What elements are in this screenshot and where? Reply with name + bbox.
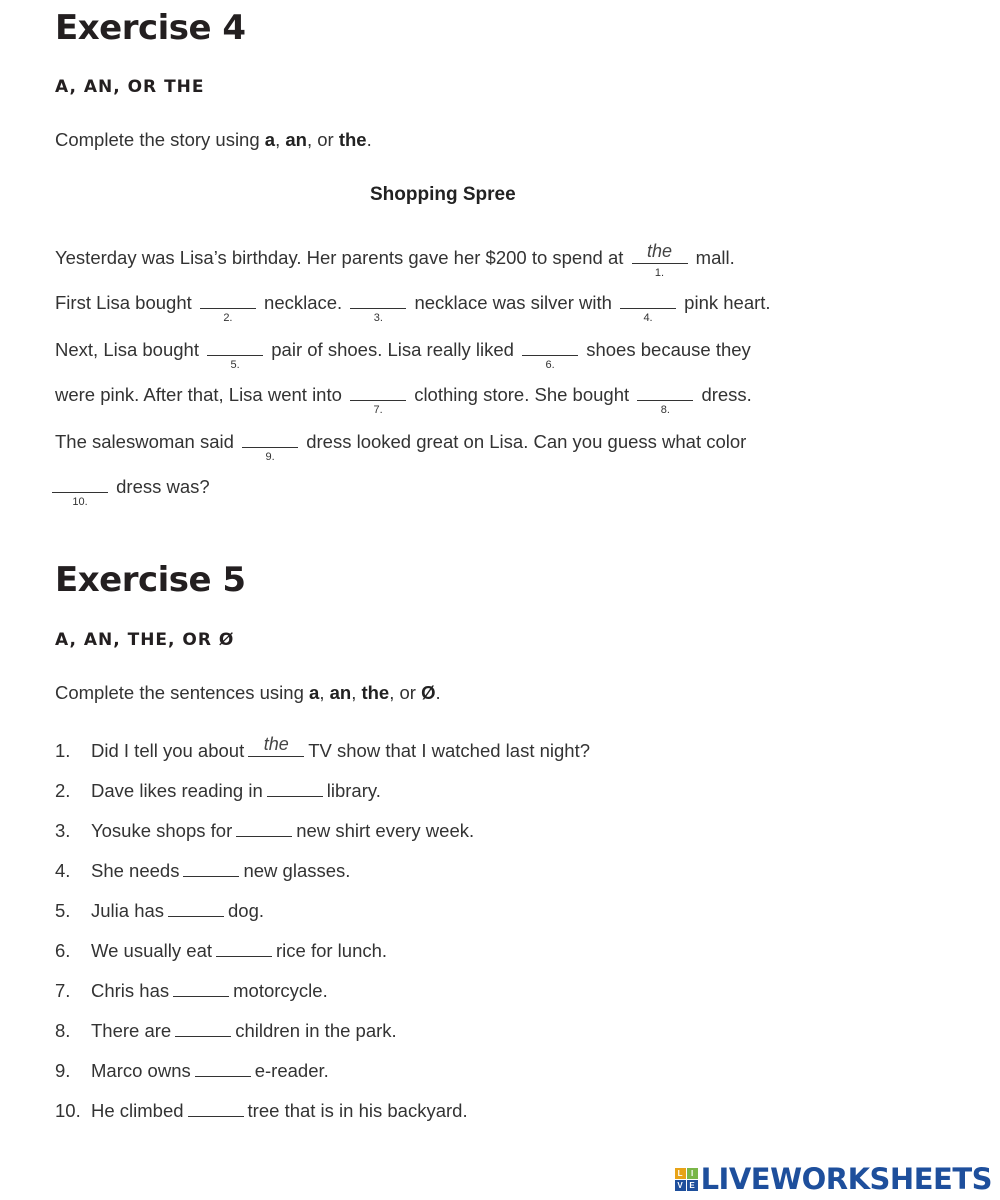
sentence-blank[interactable] (236, 818, 292, 837)
story-title: Shopping Spree (370, 184, 516, 205)
blank-9[interactable] (242, 427, 298, 463)
blank-3[interactable] (350, 288, 406, 324)
exercise-4-subtitle: A, AN, OR THE (55, 77, 205, 97)
exercise-5-instructions: Complete the sentences using a, an, the, or Ø. (55, 682, 441, 703)
sentence-item: 10. He climbed tree that is in his backyard. (55, 1100, 468, 1121)
exercise-4-title: Exercise 4 (55, 8, 246, 48)
exercise-4-instructions: Complete the story using a, an, or the. (55, 129, 372, 150)
blank-7[interactable] (350, 380, 406, 416)
blank-number: 8. (660, 404, 670, 416)
blank-4[interactable] (620, 288, 676, 324)
blank-2[interactable] (200, 288, 256, 324)
blank-number: 5. (230, 359, 240, 371)
sentence-item: 8. There are children in the park. (55, 1020, 397, 1041)
sentence-item: 3. Yosuke shops for new shirt every week. (55, 820, 475, 841)
blank-number: 10. (72, 496, 88, 508)
sentence-blank[interactable] (188, 1098, 244, 1117)
story-line-3: Next, Lisa bought 5. pair of shoes. Lisa really liked 6. shoes because they (55, 335, 751, 361)
sentence-blank[interactable] (168, 898, 224, 917)
story-line-5: The saleswoman said 9. dress looked great on Lisa. Can you guess what color (55, 427, 746, 453)
sentence-blank[interactable] (248, 734, 304, 757)
sentence-item: 9. Marco owns e-reader. (55, 1060, 329, 1081)
sentence-item: 2. Dave likes reading in library. (55, 780, 381, 801)
blank-1[interactable] (632, 241, 688, 279)
sentence-item: 5. Julia has dog. (55, 900, 265, 921)
story-line-1: Yesterday was Lisa’s birthday. Her parents gave her $200 to spend at the 1. mall. (55, 241, 735, 279)
sentence-blank[interactable] (175, 1018, 231, 1037)
blank-number: 7. (373, 404, 383, 416)
blank-number: 4. (643, 312, 653, 324)
sentence-item: 1. Did I tell you about the TV show that I watched last night? (55, 734, 590, 761)
blank-5[interactable] (207, 335, 263, 371)
exercise-5-subtitle: A, AN, THE, OR Ø (55, 630, 235, 650)
blank-6[interactable] (522, 335, 578, 371)
sentence-blank[interactable] (173, 978, 229, 997)
sentence-blank[interactable] (195, 1058, 251, 1077)
sentence-item: 7. Chris has motorcycle. (55, 980, 328, 1001)
logo-mark-icon: L I V E (675, 1168, 698, 1191)
logo-text: LIVEWORKSHEETS (700, 1162, 992, 1196)
exercise-5-title: Exercise 5 (55, 560, 246, 600)
liveworksheets-logo (675, 1162, 992, 1196)
blank-10[interactable] (52, 472, 108, 508)
sentence-blank[interactable] (267, 778, 323, 797)
blank-number: 9. (265, 451, 275, 463)
blank-number: 1. (654, 267, 665, 279)
sentence-blank[interactable] (183, 858, 239, 877)
story-line-4: were pink. After that, Lisa went into 7. clothing store. She bought 8. dress. (55, 380, 752, 406)
story-line-6: 10. dress was? (52, 472, 210, 498)
sentence-item: 6. We usually eat rice for lunch. (55, 940, 388, 961)
blank-number: 2. (223, 312, 233, 324)
answer-1: the (647, 241, 673, 261)
sentence-item: 4. She needs new glasses. (55, 860, 351, 881)
sentence-blank[interactable] (216, 938, 272, 957)
blank-8[interactable] (637, 380, 693, 416)
blank-number: 6. (545, 359, 555, 371)
story-line-2: First Lisa bought 2. necklace. 3. necklace was silver with 4. pink heart. (55, 288, 771, 314)
sentence-answer: the (263, 734, 289, 754)
blank-number: 3. (373, 312, 383, 324)
